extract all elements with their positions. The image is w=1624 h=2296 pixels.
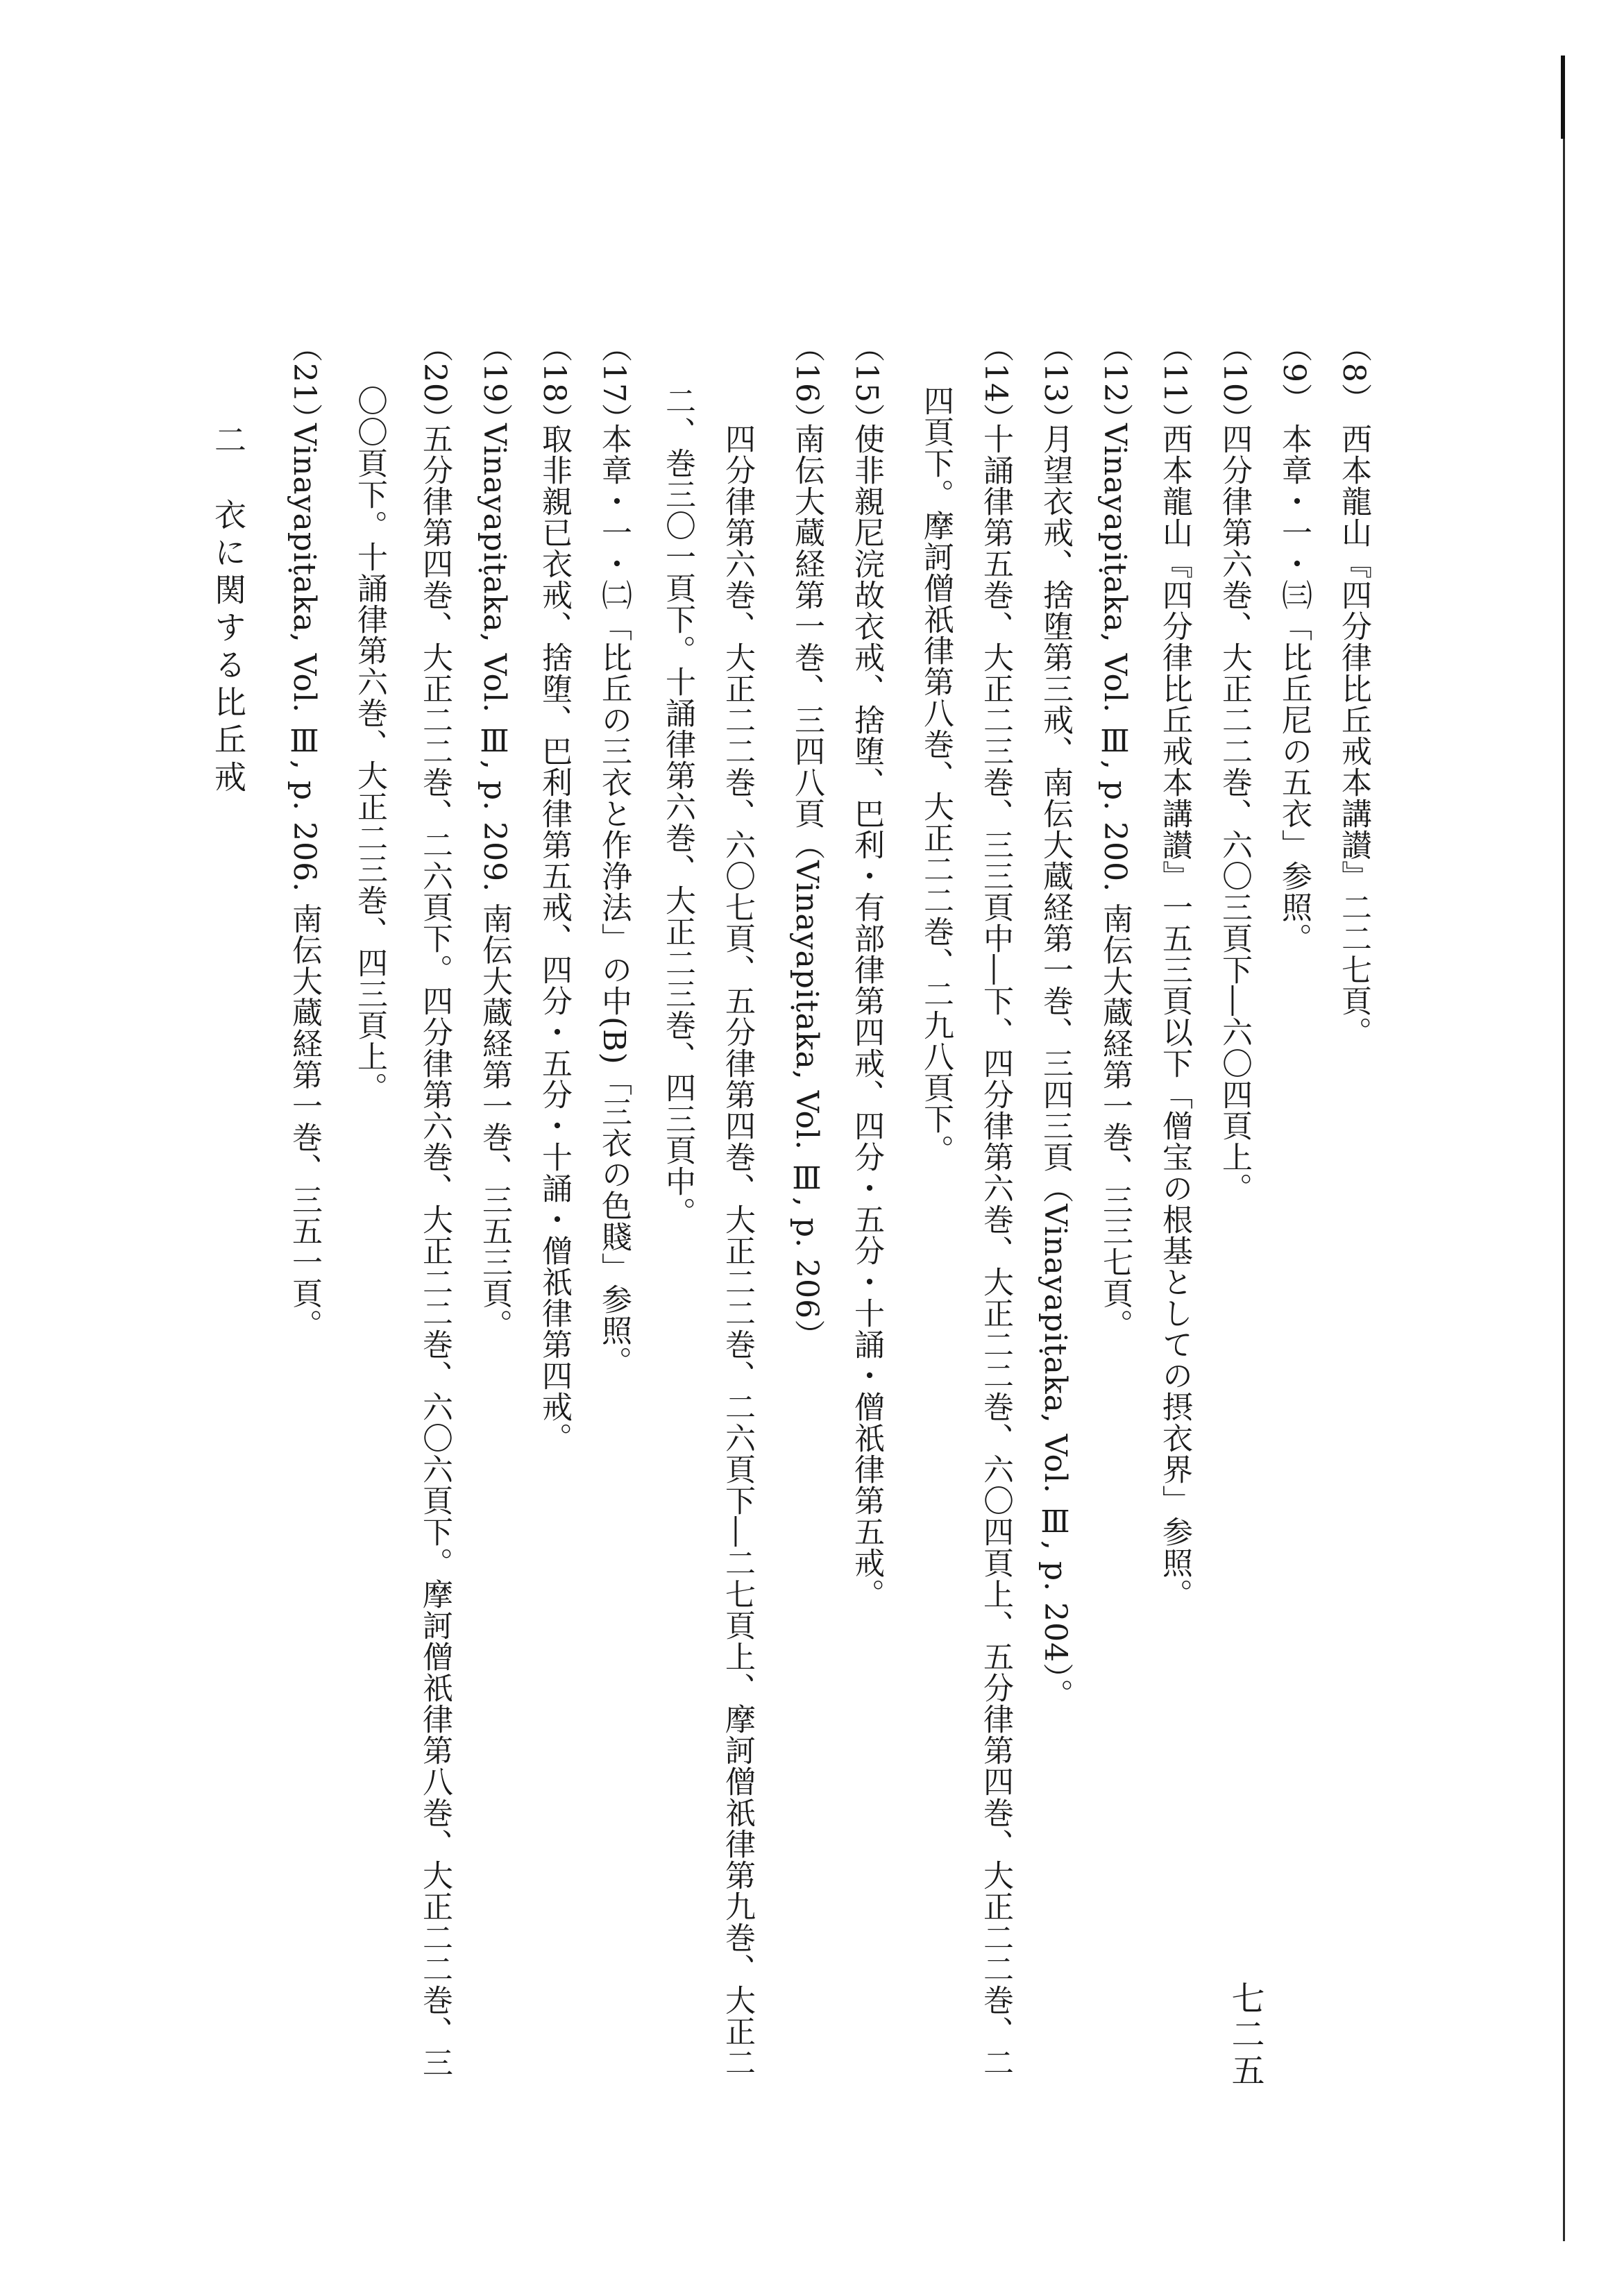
- note-18-text: 取非親已衣戒、捨堕、巴利律第五戒、四分・五分・十誦・僧祇律第四戒。: [536, 423, 572, 1454]
- note-11-text: 西本龍山『四分律比丘戒本講讃』一五三頁以下「僧宝の根基としての摂衣界」参照。: [1157, 423, 1192, 1610]
- note-15-text: 使非親尼浣故衣戒、捨堕、巴利・有部律第四戒、四分・五分・十誦・僧祇律第五戒。: [849, 423, 884, 1610]
- note-10-number: （10）: [1217, 332, 1252, 434]
- note-12-text: Vinayapiṭaka, Vol. Ⅲ, p. 200. 南伝大蔵経第一巻、三三七頁。: [1097, 423, 1133, 1341]
- running-title: 二 衣に関する比丘戒: [210, 423, 247, 798]
- note-19-text: Vinayapiṭaka, Vol. Ⅲ, p. 209. 南伝大蔵経第一巻、三五三頁。: [477, 423, 512, 1341]
- note-21-number: （21）: [287, 332, 322, 434]
- note-21-text: Vinayapiṭaka, Vol. Ⅲ, p. 206. 南伝大蔵経第一巻、三五一頁。: [287, 423, 322, 1341]
- note-20-text: 五分律第四巻、大正二二巻、二六頁下。四分律第六巻、大正二二巻、六〇六頁下。摩訶僧祇律第八巻、大正二二巻、三: [417, 423, 452, 2078]
- note-10-text: 四分律第六巻、大正二二巻、六〇三頁下―六〇四頁上。: [1217, 423, 1252, 1204]
- note-17-number: （17）: [596, 332, 632, 434]
- note-13-number: （13）: [1038, 332, 1073, 434]
- page-number: 七二五: [1226, 1981, 1264, 2089]
- note-11-number: （11）: [1157, 332, 1192, 434]
- note-20-number: （20）: [417, 332, 452, 434]
- note-15-number: （15）: [849, 332, 884, 434]
- note-16-text: 南伝大蔵経第一巻、三四八頁（Vinayapiṭaka, Vol. Ⅲ, p. 206）: [789, 423, 824, 1351]
- binding-edge-mark: [1561, 56, 1565, 139]
- note-17-text: 本章・一・㈡「比丘の三衣と作浄法」の中(B)「三衣の色賤」参照。: [596, 423, 632, 1377]
- note-9-text: 本章・一・㈢「比丘尼の五衣」参照。: [1276, 423, 1312, 954]
- note-9-number: （9）: [1276, 332, 1312, 414]
- note-16-continuation: 四分律第六巻、大正二二巻、六〇七頁、五分律第四巻、大正二二巻、二六頁下―二七頁上、摩訶僧祇律第九巻、大正二: [720, 423, 755, 2078]
- note-20-continuation: 〇〇頁下。十誦律第六巻、大正二三巻、四三頁上。: [352, 385, 387, 1103]
- note-14-number: （14）: [978, 332, 1013, 434]
- note-18-number: （18）: [536, 332, 572, 434]
- note-14-text: 十誦律第五巻、大正二三巻、三三頁中―下、四分律第六巻、大正二二巻、六〇四頁上、五分律第四巻、大正二二巻、二: [978, 423, 1013, 2078]
- note-16-number: （16）: [789, 332, 824, 434]
- note-16-continuation-2: 二、巻三〇一頁下。十誦律第六巻、大正二三巻、四三頁中。: [660, 385, 695, 1228]
- note-8-text: 西本龍山『四分律比丘戒本講讃』二二七頁。: [1336, 423, 1371, 1048]
- note-19-number: （19）: [477, 332, 512, 434]
- binding-edge-line: [1563, 56, 1565, 2241]
- note-13-text: 月望衣戒、捨堕第三戒、南伝大蔵経第一巻、三四三頁（Vinayapiṭaka, Vol. Ⅲ, p. 204）。: [1038, 423, 1073, 1710]
- note-14-continuation: 四頁下。摩訶僧祇律第八巻、大正二二巻、二九八頁下。: [918, 385, 954, 1166]
- note-12-number: （12）: [1097, 332, 1133, 434]
- note-8-number: （8）: [1336, 332, 1371, 414]
